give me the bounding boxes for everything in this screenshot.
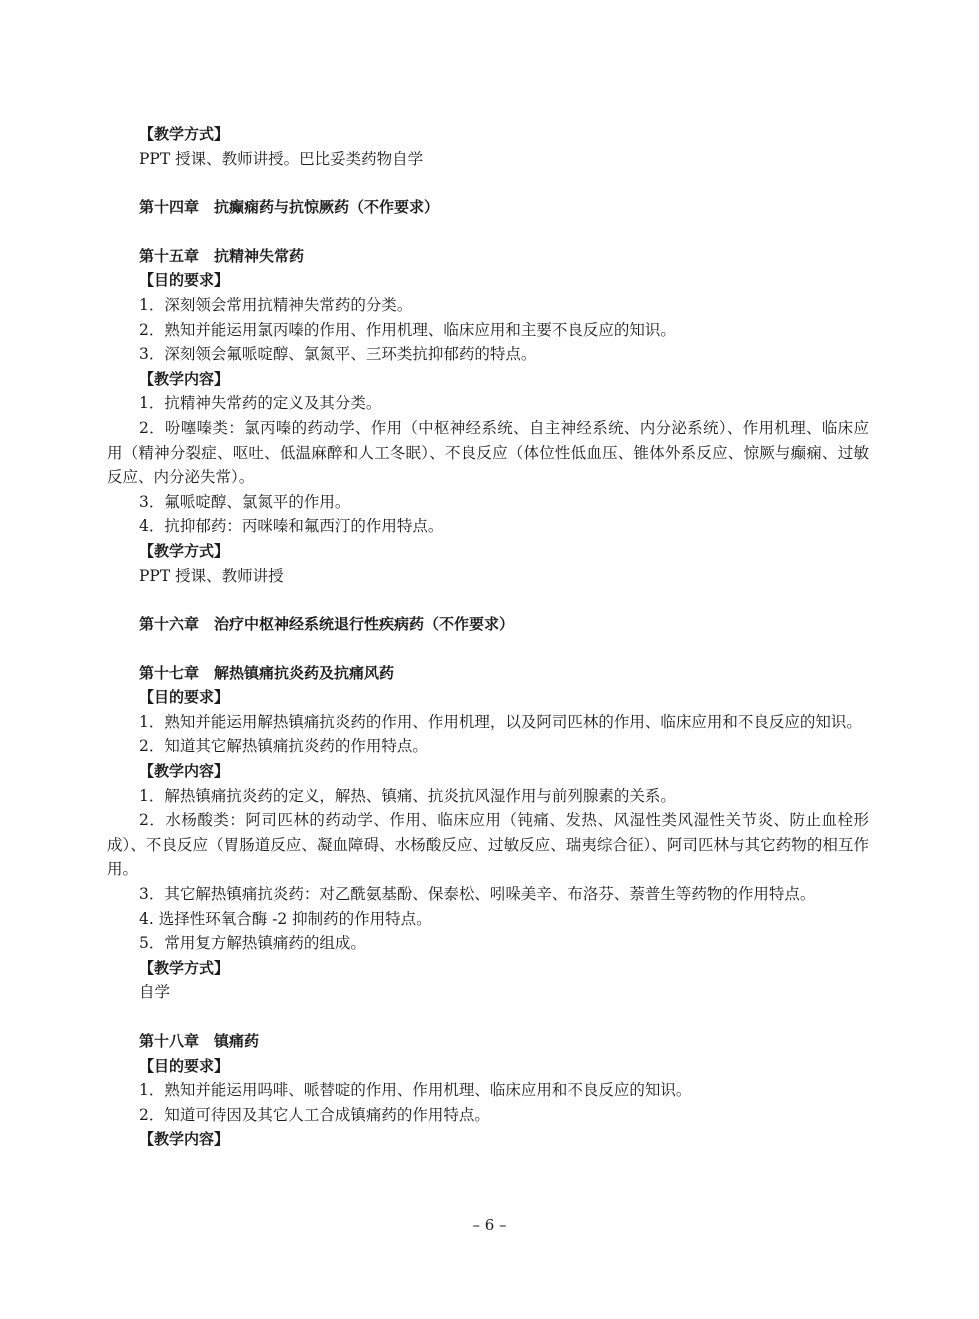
section-label: 【教学方式】 [139, 958, 230, 977]
paragraph: 1．熟知并能运用解热镇痛抗炎药的作用、作用机理，以及阿司匹林的作用、临床应用和不良反应的知识。 [139, 712, 862, 731]
text-line: 3．氟哌啶醇、氯氮平的作用。 [139, 492, 351, 511]
chapter-heading: 第十五章 抗精神失常药 [139, 246, 305, 265]
chapter-heading: 第十七章 解热镇痛抗炎药及抗痛风药 [139, 663, 395, 682]
text-line: 3．深刻领会氟哌啶醇、氯氮平、三环类抗抑郁药的特点。 [139, 345, 537, 364]
text-line: 3．其它解热镇痛抗炎药：对乙酰氨基酚、保泰松、吲哚美辛、布洛芬、萘普生等药物的作用特点。 [139, 885, 816, 904]
text-line: 1．抗精神失常药的定义及其分类。 [139, 394, 382, 413]
text-line: 4．抗抑郁药：丙咪嗪和氟西汀的作用特点。 [139, 517, 444, 536]
text-line: 2．知道可待因及其它人工合成镇痛药的作用特点。 [139, 1105, 490, 1124]
section-label: 【目的要求】 [139, 688, 230, 707]
text-line: 5．常用复方解热镇痛药的组成。 [139, 934, 366, 953]
text-line: 自学 [139, 983, 171, 1002]
section-label: 【教学内容】 [139, 1130, 230, 1149]
text-line: 1．熟知并能运用吗啡、哌替啶的作用、作用机理、临床应用和不良反应的知识。 [139, 1081, 692, 1100]
text-line: PPT 授课、教师讲授。巴比妥类药物自学 [139, 149, 424, 168]
page-content [107, 122, 869, 1152]
chapter-heading: 第十六章 治疗中枢神经系统退行性疾病药（不作要求） [139, 615, 515, 634]
paragraph: 2．吩噻嗪类：氯丙嗪的药动学、作用（中枢神经系统、自主神经系统、内分泌系统）、作用机理、临床应用（精神分裂症、呕吐、低温麻醉和人工冬眠）、不良反应（体位性低血压、锥体外系反应、惊厥与癫痫、过敏反应、内分泌失常）。 [107, 418, 869, 487]
chapter-heading: 第十八章 镇痛药 [139, 1032, 260, 1050]
section-label: 【目的要求】 [139, 271, 230, 290]
paragraph: 2．水杨酸类：阿司匹林的药动学、作用、临床应用（钝痛、发热、风湿性类风湿性关节炎、防止血栓形成）、不良反应（胃肠道反应、凝血障碍、水杨酸反应、过敏反应、瑞夷综合征）、阿司匹林与其它药物的相互作用。 [107, 811, 869, 879]
section-label: 【教学内容】 [139, 369, 230, 388]
text-line: 1．解热镇痛抗炎药的定义，解热、镇痛、抗炎抗风湿作用与前列腺素的关系。 [139, 786, 676, 805]
text-line: 1．深刻领会常用抗精神失常药的分类。 [139, 295, 413, 314]
section-label: 【目的要求】 [139, 1056, 230, 1075]
text-line: 4. 选择性环氧合酶 -2 抑制药的作用特点。 [139, 909, 432, 928]
section-label: 【教学方式】 [139, 125, 230, 143]
page-number: – 6 – [472, 1216, 507, 1234]
chapter-heading: 第十四章 抗癫痫药与抗惊厥药（不作要求） [139, 198, 440, 217]
section-label: 【教学内容】 [139, 762, 230, 781]
text-line: 2．熟知并能运用氯丙嗪的作用、作用机理、临床应用和主要不良反应的知识。 [139, 320, 676, 339]
section-label: 【教学方式】 [139, 541, 230, 560]
text-line: 2．知道其它解热镇痛抗炎药的作用特点。 [139, 737, 428, 756]
text-line: PPT 授课、教师讲授 [139, 566, 284, 585]
